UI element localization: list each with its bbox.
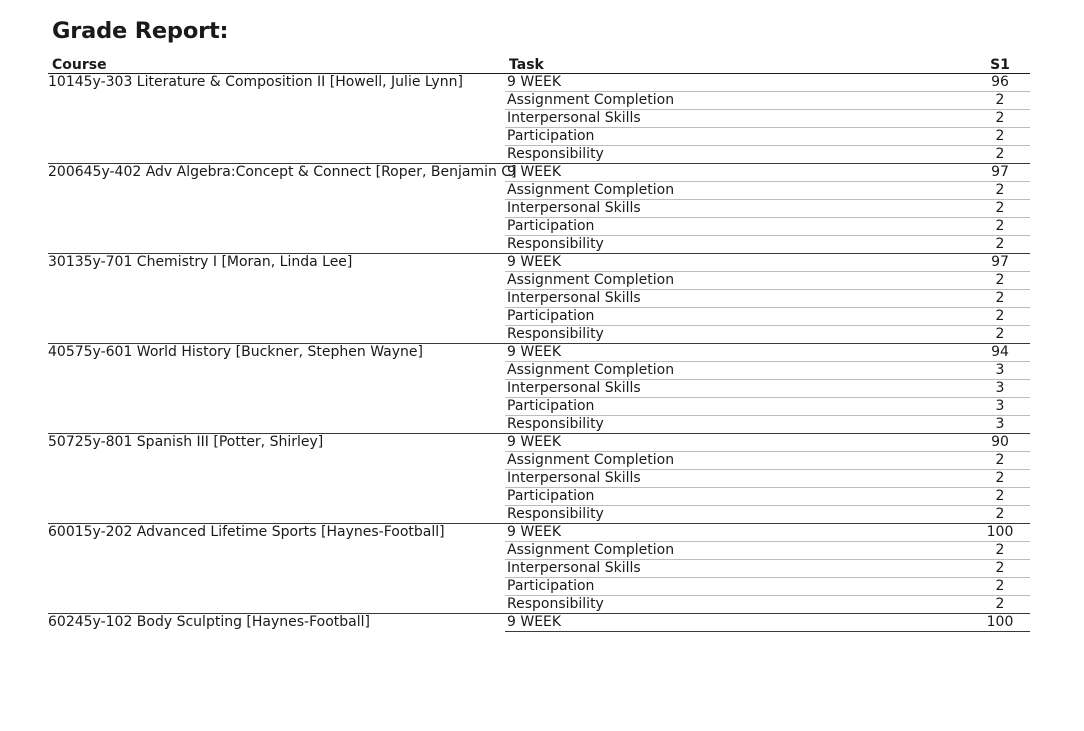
task-name: Participation <box>505 308 971 326</box>
grade-report-table <box>48 52 1030 632</box>
s1-score: 2 <box>971 272 1030 290</box>
task-name: 9 WEEK <box>505 164 971 182</box>
task-name: Responsibility <box>505 416 971 434</box>
s1-score: 3 <box>971 416 1030 434</box>
s1-score: 2 <box>971 236 1030 254</box>
task-name: 9 WEEK <box>505 434 971 452</box>
s1-score: 2 <box>971 488 1030 506</box>
table-header <box>48 52 1030 74</box>
s1-score: 100 <box>971 614 1030 632</box>
table-row <box>48 254 1030 272</box>
task-name: Interpersonal Skills <box>505 290 971 308</box>
task-name: 9 WEEK <box>505 74 971 92</box>
task-name: 9 WEEK <box>505 344 971 362</box>
s1-score: 2 <box>971 452 1030 470</box>
s1-score: 2 <box>971 290 1030 308</box>
task-name: Responsibility <box>505 326 971 344</box>
s1-score: 2 <box>971 218 1030 236</box>
course-name: 30135y-701 Chemistry I [Moran, Linda Lee] <box>48 254 505 344</box>
task-name: Responsibility <box>505 236 971 254</box>
task-name: Participation <box>505 218 971 236</box>
s1-score: 2 <box>971 92 1030 110</box>
s1-score: 94 <box>971 344 1030 362</box>
task-name: Assignment Completion <box>505 272 971 290</box>
task-column-header: Task <box>505 52 971 74</box>
s1-score: 2 <box>971 470 1030 488</box>
s1-score: 2 <box>971 542 1030 560</box>
table-row <box>48 434 1030 452</box>
task-name: Participation <box>505 488 971 506</box>
s1-score: 97 <box>971 254 1030 272</box>
s1-score: 3 <box>971 362 1030 380</box>
task-name: Interpersonal Skills <box>505 200 971 218</box>
s1-score: 2 <box>971 128 1030 146</box>
task-name: Responsibility <box>505 506 971 524</box>
course-name: 10145y-303 Literature & Composition II [Howell, Julie Lynn] <box>48 74 463 90</box>
s1-score: 3 <box>971 380 1030 398</box>
task-name: Assignment Completion <box>505 452 971 470</box>
s1-score: 2 <box>971 506 1030 524</box>
course-column-header: Course <box>48 52 505 74</box>
s1-score: 2 <box>971 146 1030 164</box>
table-row <box>48 164 1030 182</box>
course-name: 40575y-601 World History [Buckner, Stephen Wayne] <box>48 344 505 434</box>
s1-column-header: S1 <box>971 52 1030 74</box>
task-name: Participation <box>505 128 971 146</box>
header-row <box>48 52 1030 74</box>
task-name: Participation <box>505 398 971 416</box>
task-name: Interpersonal Skills <box>505 110 971 128</box>
task-name: Interpersonal Skills <box>505 560 971 578</box>
s1-score: 3 <box>971 398 1030 416</box>
task-name: 9 WEEK <box>505 614 971 632</box>
task-name: Assignment Completion <box>505 362 971 380</box>
s1-score: 2 <box>971 560 1030 578</box>
page-title: Grade Report: <box>52 18 229 44</box>
s1-score: 96 <box>971 74 1030 92</box>
s1-score: 2 <box>971 578 1030 596</box>
task-name: Assignment Completion <box>505 92 971 110</box>
task-name: Assignment Completion <box>505 182 971 200</box>
s1-score: 2 <box>971 200 1030 218</box>
s1-score: 2 <box>971 326 1030 344</box>
task-name: Participation <box>505 578 971 596</box>
course-name: 60015y-202 Advanced Lifetime Sports [Haynes-Football] <box>48 524 505 614</box>
task-name: 9 WEEK <box>505 254 971 272</box>
s1-score: 2 <box>971 182 1030 200</box>
task-name: Interpersonal Skills <box>505 470 971 488</box>
table-row <box>48 614 1030 632</box>
course-name: 200645y-402 Adv Algebra:Concept & Connect [Roper, Benjamin C] <box>48 164 505 254</box>
task-name: 9 WEEK <box>505 524 971 542</box>
s1-score: 2 <box>971 110 1030 128</box>
table-row <box>48 344 1030 362</box>
s1-score: 90 <box>971 434 1030 452</box>
s1-score: 2 <box>971 308 1030 326</box>
s1-score: 97 <box>971 164 1030 182</box>
task-name: Responsibility <box>505 596 971 614</box>
table-row <box>48 74 1030 92</box>
table-body <box>48 74 1030 632</box>
task-name: Assignment Completion <box>505 542 971 560</box>
s1-score: 100 <box>971 524 1030 542</box>
course-name: 50725y-801 Spanish III [Potter, Shirley] <box>48 434 505 524</box>
task-name: Responsibility <box>505 146 971 164</box>
course-name: 60245y-102 Body Sculpting [Haynes-Football] <box>48 614 505 632</box>
s1-score: 2 <box>971 596 1030 614</box>
table-row <box>48 524 1030 542</box>
task-name: Interpersonal Skills <box>505 380 971 398</box>
